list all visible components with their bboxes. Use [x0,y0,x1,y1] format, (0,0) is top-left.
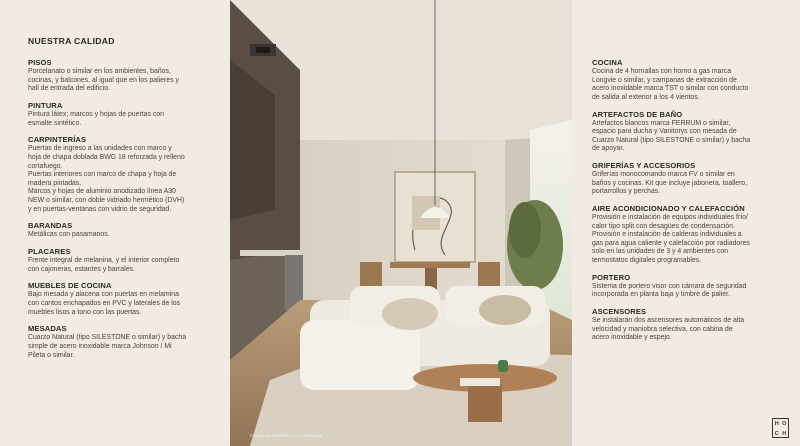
spec-section [592,58,786,102]
logo-letter: O [782,421,787,427]
hoch-logo [772,418,789,438]
spec-section-body: Artefactos blancos marca FERRUM o similar, espacio para ducha y Vanitorys con mesada de Cuarzo Natural (tipo SILESTONE o similar) y bacha de apoyar. [592,119,751,153]
spec-section-body: Provisión e instalación de equipos individuales frío/ calor tipo split con desagües de condensación. Provisión e instalación de calderas individuales a gas para agua caliente y calefacción por radiadores solo en las unidades de 3 y 4 ambientes con termostatos digitales programables. [592,214,750,265]
spec-section-title: PINTURA [28,100,63,110]
living-room-render [230,0,572,446]
interior-illustration [230,0,572,446]
spec-section-title: ARTEFACTOS DE BAÑO [592,109,683,119]
left-column [0,0,230,446]
spec-section [28,324,230,360]
right-column [572,0,800,446]
spec-section [592,110,786,154]
logo-letter: H [774,421,779,427]
spec-section [28,247,230,274]
spec-section-body: Cuarzo Natural (tipo SILESTONE o similar) y bacha simple de acero inoxidable marca Johnson / Mi Pileta o similar. [28,334,187,359]
spec-section-body: Cocina de 4 hornallas con horno a gas marca Longvie o similar, y campanas de extracción de acero inoxidable marca TST o similar con conducto de salida al exterior a los 4 vientos. [592,68,749,101]
spec-section [592,307,786,343]
spec-section [28,281,230,317]
spec-section-body: Metálicas con pasamanos. [28,231,110,239]
spec-section-title: AIRE ACONDICIONADO Y CALEFACCIÓN [592,204,745,214]
logo-letter: C [774,431,779,437]
spec-section [28,221,230,240]
spec-section-title: MUEBLES DE COCINA [28,281,112,291]
spec-section-body: Bajo mesada y alacena con puertas en melamina con cantos enchapados en PVC y laterales de los muebles lisos a tono con las puertas. [28,291,181,316]
spec-section-title: GRIFERÍAS Y ACCESORIOS [592,161,696,171]
page-heading: NUESTRA CALIDAD [28,36,115,46]
spec-section [28,135,230,214]
spec-section-body: Se instalarán dos ascensores automáticos de alta velocidad y maniobra selectiva, con cabina de acero inoxidable y espejo. [592,317,745,342]
spec-section [592,161,786,197]
spec-section-body: Sistema de portero visor con cámara de seguridad incorporada en planta baja y timbre de palier. [592,282,747,299]
spec-section-title: PLACARES [28,247,71,257]
photo-caption: Imagen representativa, no contractual [250,433,323,438]
logo-letter: H [782,431,787,437]
spec-section-body: Porcelanato o similar en los ambientes, baños, cocinas, y balcones, al igual que en los palieres y hall de entrada del edificio. [28,68,179,93]
spec-section-title: CARPINTERÍAS [28,135,87,145]
spec-section-body: Frente integral de melanina, y el interior completo con cajoneras, estantes y barrales. [28,257,180,273]
spec-section-title: ASCENSORES [592,307,647,317]
spec-section-title: PISOS [28,58,52,67]
spec-section-body: Puertas de ingreso a las unidades con marco y hoja de chapa doblada BWG 18 reforzada y relleno cortafuego. Puertas interiores con marco de chapa y hoja de madera pintadas. Marcos y hojas de aluminio anodizado línea A30 NEW o similar, con doble vidriado hermético (DVH) y en puertas-ventanas con vidrio de seguridad. [28,145,185,213]
right-sections-list [592,58,786,343]
spec-section-title: BARANDAS [28,221,73,231]
spec-section [592,273,786,300]
spec-section-title: PORTERO [592,272,631,282]
spec-section [28,101,230,128]
spec-section-body: Pintura látex; marcos y hojas de puertas con esmalte sintético. [28,110,164,127]
left-sections-list [28,58,230,360]
spec-section-body: Griferías monocomando marca FV o similar en baños y cocinas. Kit que incluye jabonera, toallero, portarrollos y perchas. [592,171,748,196]
spec-section [28,58,230,94]
spec-section [592,204,786,266]
spec-section-title: MESADAS [28,324,67,334]
spec-section-title: COCINA [592,58,623,67]
